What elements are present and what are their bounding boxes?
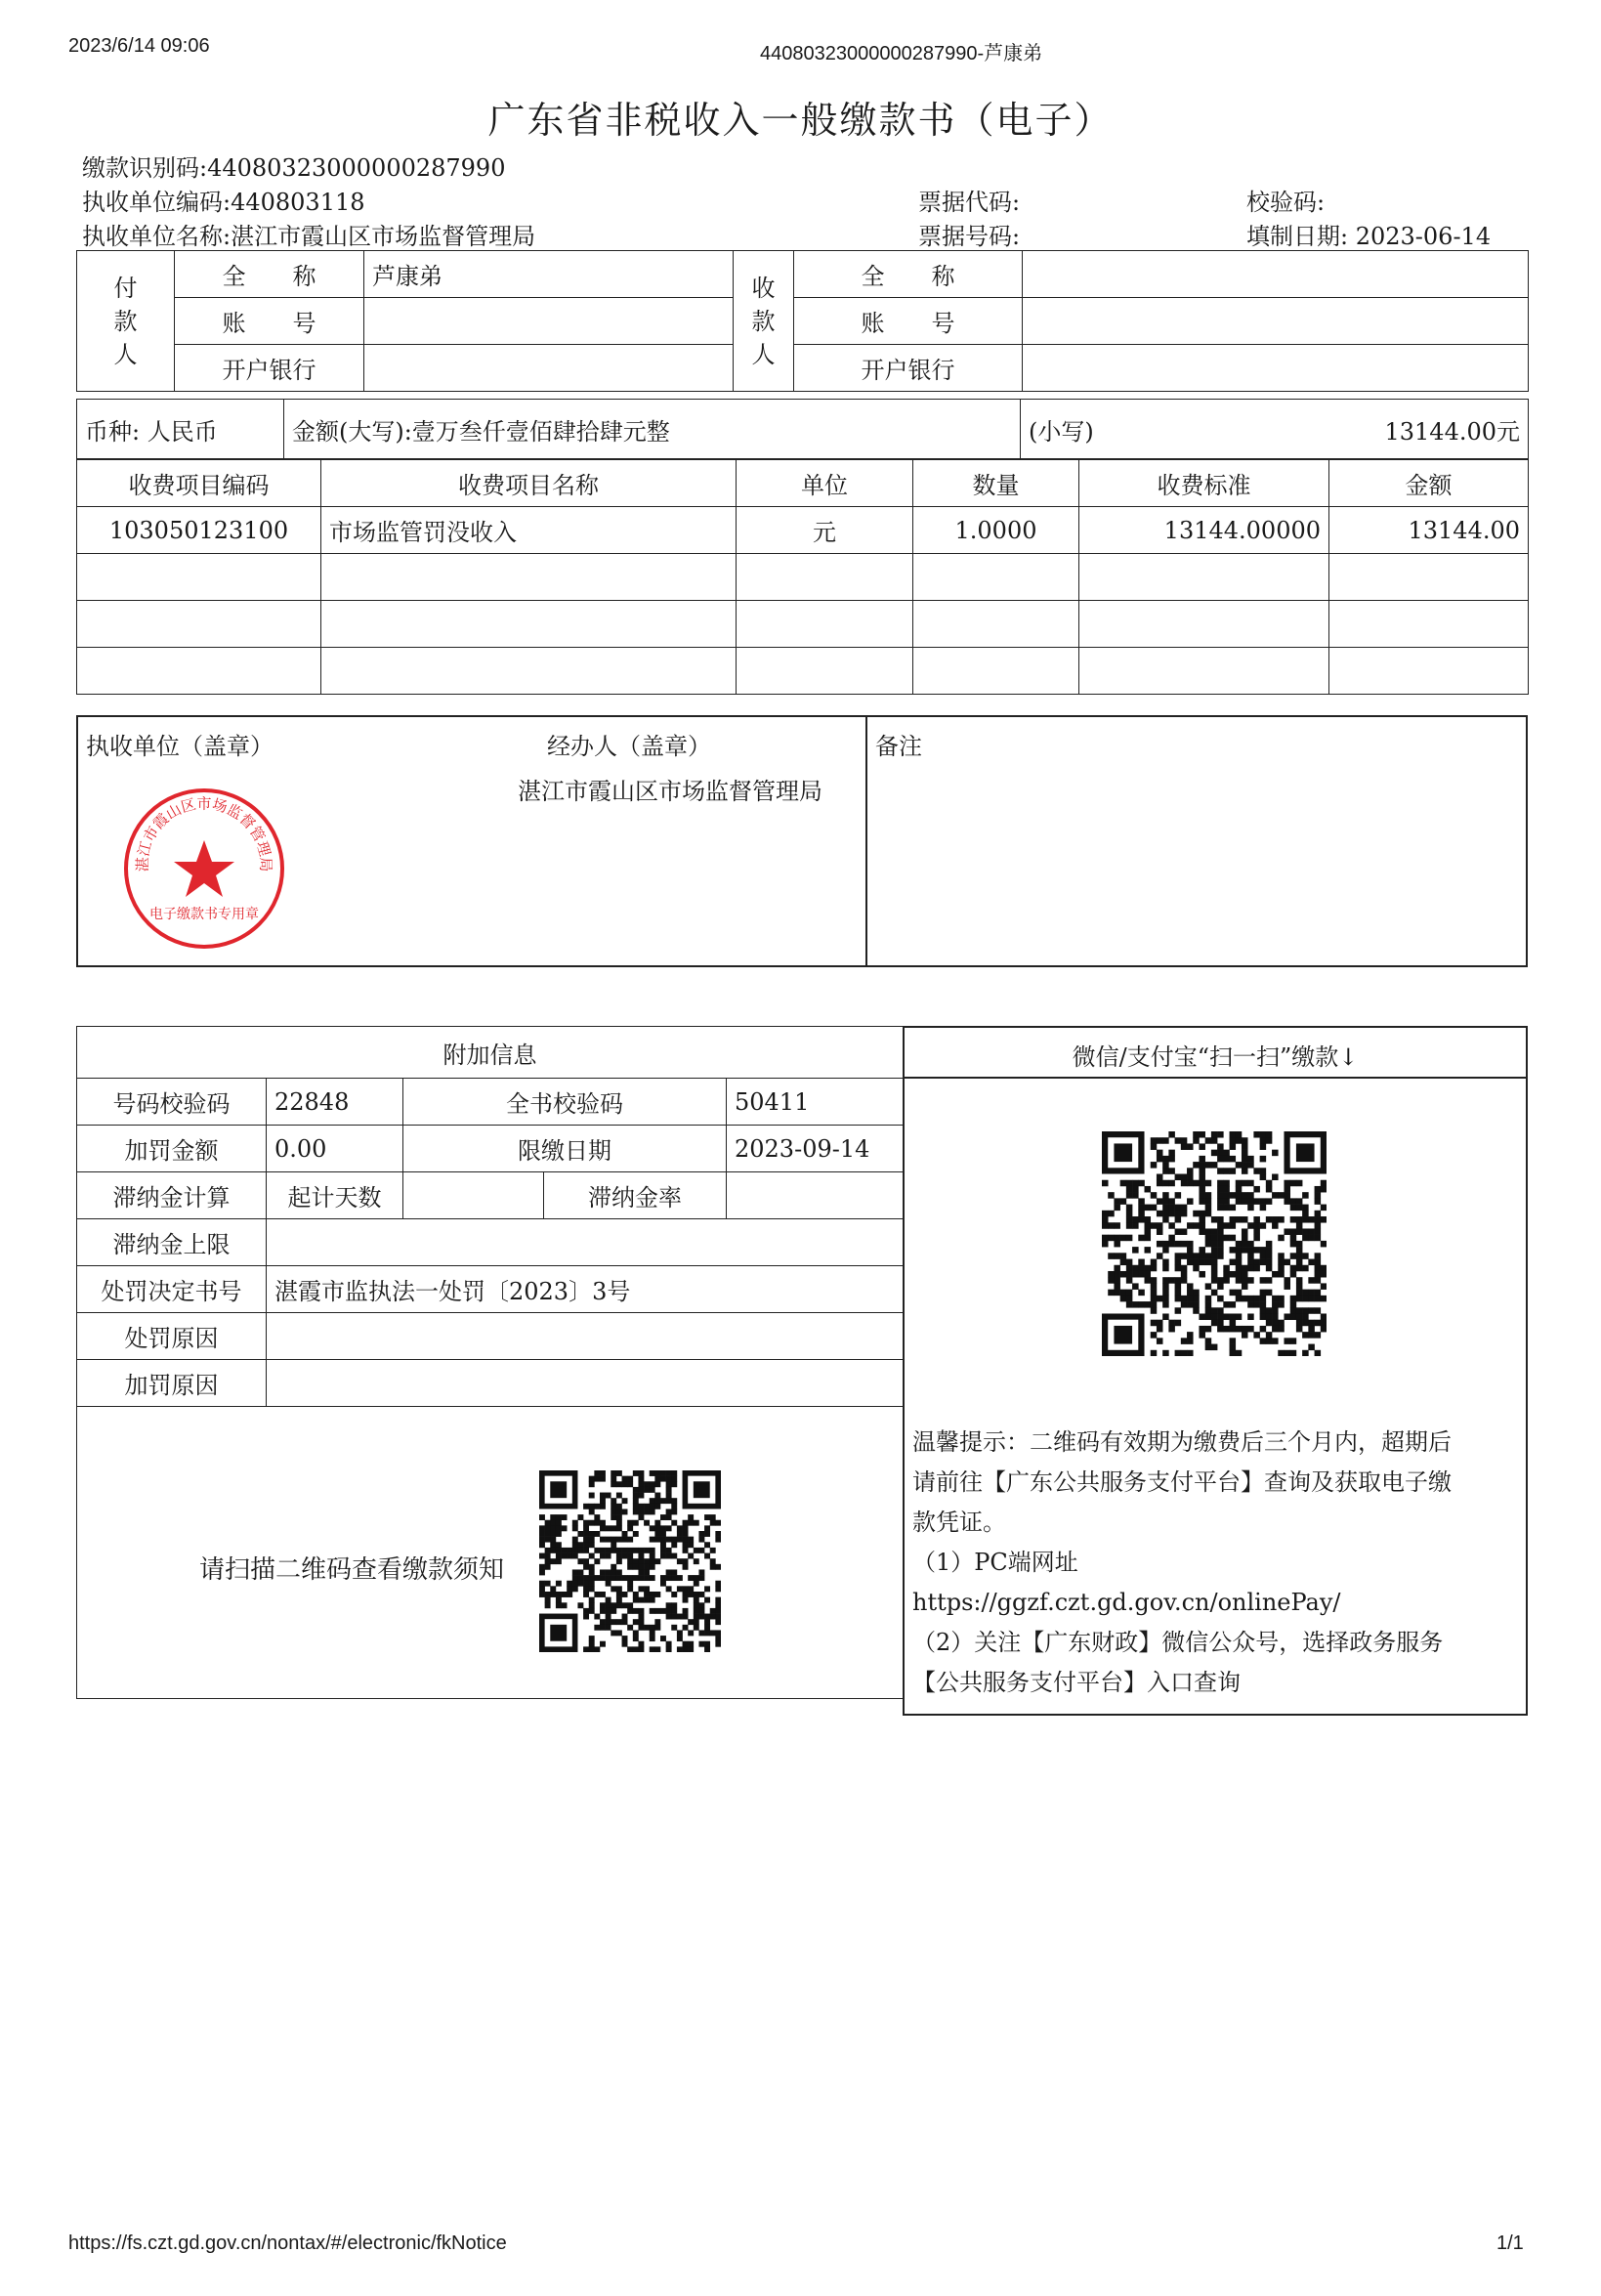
amount-lower-value: 13144.00元	[1138, 400, 1529, 459]
extra-info-table	[76, 1026, 904, 1699]
official-stamp	[121, 786, 287, 952]
code-check-value: 22848	[267, 1079, 403, 1126]
reason-label: 处罚原因	[77, 1313, 267, 1360]
start-days-label: 起计天数	[267, 1172, 403, 1219]
footer-page: 1/1	[1496, 2232, 1524, 2254]
payer-name-label: 全 称	[175, 251, 364, 298]
extra-info-title: 附加信息	[77, 1027, 904, 1079]
decision-value: 湛霞市监执法一处罚〔2023〕3号	[267, 1266, 904, 1313]
item-std: 13144.00000	[1079, 507, 1329, 554]
items-table	[76, 459, 1529, 695]
late-rate-value	[727, 1172, 904, 1219]
payee-account-label: 账 号	[794, 298, 1023, 345]
tip-line-3: 款凭证。	[912, 1509, 1006, 1536]
payee-bank-label: 开户银行	[794, 345, 1023, 392]
late-rate-label: 滞纳金率	[544, 1172, 727, 1219]
check-code: 校验码:	[1246, 189, 1326, 216]
item-qty: 1.0000	[913, 507, 1079, 554]
tip-line-2: 请前往【广东公共服务支付平台】查询及获取电子缴	[912, 1468, 1452, 1496]
payee-name-value	[1023, 251, 1529, 298]
surcharge-value: 0.00	[267, 1126, 403, 1172]
signature-divider	[865, 715, 867, 967]
print-datetime: 2023/6/14 09:06	[68, 35, 210, 57]
qr-pay-graphic	[1102, 1131, 1327, 1356]
table-row	[77, 507, 1529, 554]
surcharge-reason-label: 加罚原因	[77, 1360, 267, 1407]
payer-account-value	[364, 298, 734, 345]
table-row-empty	[77, 601, 1529, 648]
payer-bank-value	[364, 345, 734, 392]
col-header-code: 收费项目编码	[77, 460, 321, 507]
payer-bank-label: 开户银行	[175, 345, 364, 392]
col-header-std: 收费标准	[1079, 460, 1329, 507]
print-doc-id: 44080323000000287990-芦康弟	[760, 43, 1043, 64]
book-check-value: 50411	[727, 1079, 904, 1126]
unit-name: 执收单位名称:湛江市霞山区市场监督管理局	[82, 223, 536, 250]
amount-lower-label: (小写)	[1021, 400, 1138, 459]
table-row-empty	[77, 554, 1529, 601]
bill-number: 票据号码:	[918, 223, 1021, 250]
reason-value	[267, 1313, 904, 1360]
handler-value: 湛江市霞山区市场监督管理局	[518, 778, 822, 805]
handler-label: 经办人（盖章）	[547, 733, 711, 760]
pay-block-divider	[903, 1077, 1528, 1079]
remark-label: 备注	[875, 733, 922, 760]
item-code: 103050123100	[77, 507, 321, 554]
scan-notice-text: 请扫描二维码查看缴款须知	[199, 1555, 505, 1585]
unit-code: 执收单位编码:440803118	[82, 189, 365, 216]
tip-line-1: 温馨提示：二维码有效期为缴费后三个月内，超期后	[912, 1428, 1452, 1456]
footer-url[interactable]: https://fs.czt.gd.gov.cn/nontax/#/electronic/fkNotice	[68, 2232, 507, 2254]
tip-line-7: 【公共服务支付平台】入口查询	[912, 1669, 1241, 1696]
stamp-star-icon	[174, 840, 234, 897]
deadline-value: 2023-09-14	[727, 1126, 904, 1172]
payer-label: 付 款 人	[77, 251, 175, 392]
payee-account-value	[1023, 298, 1529, 345]
tip-line-6: （2）关注【广东财政】微信公众号，选择政务服务	[912, 1629, 1444, 1656]
start-days-value	[403, 1172, 544, 1219]
amount-upper: 金额(大写):壹万叁仟壹佰肆拾肆元整	[284, 400, 1021, 459]
notice-qr-code[interactable]	[539, 1470, 721, 1652]
currency: 币种: 人民币	[77, 400, 284, 459]
pay-qr-code[interactable]	[1102, 1131, 1327, 1356]
payment-id: 缴款识别码:44080323000000287990	[82, 154, 506, 182]
pay-title: 微信/支付宝“扫一扫”缴款↓	[1072, 1043, 1359, 1071]
stamp-bottom-text: 电子缴款书专用章	[149, 907, 259, 922]
payee-bank-value	[1023, 345, 1529, 392]
col-header-amount: 金额	[1329, 460, 1529, 507]
party-table	[76, 250, 1529, 392]
item-amount: 13144.00	[1329, 507, 1529, 554]
book-check-label: 全书校验码	[403, 1079, 727, 1126]
fill-date: 填制日期: 2023-06-14	[1246, 223, 1492, 250]
amount-table	[76, 399, 1529, 459]
signature-block	[76, 715, 1528, 967]
col-header-name: 收费项目名称	[321, 460, 737, 507]
decision-label: 处罚决定书号	[77, 1266, 267, 1313]
payee-label: 收 款 人	[734, 251, 794, 392]
col-header-unit: 单位	[737, 460, 913, 507]
item-name: 市场监管罚没收入	[321, 507, 737, 554]
late-limit-label: 滞纳金上限	[77, 1219, 267, 1266]
bill-code: 票据代码:	[918, 189, 1021, 216]
qr-notice-graphic	[539, 1470, 721, 1652]
code-check-label: 号码校验码	[77, 1079, 267, 1126]
item-unit: 元	[737, 507, 913, 554]
unit-seal-label: 执收单位（盖章）	[86, 733, 274, 760]
page-title: 广东省非税收入一般缴款书（电子）	[487, 99, 1114, 142]
payer-name-value: 芦康弟	[364, 251, 734, 298]
stamp-arc-text: 湛江市霞山区市场监督管理局	[133, 794, 275, 872]
deadline-label: 限缴日期	[403, 1126, 727, 1172]
tip-line-4: （1）PC端网址	[912, 1549, 1078, 1576]
payer-account-label: 账 号	[175, 298, 364, 345]
col-header-qty: 数量	[913, 460, 1079, 507]
late-limit-value	[267, 1219, 904, 1266]
payee-name-label: 全 称	[794, 251, 1023, 298]
late-calc-label: 滞纳金计算	[77, 1172, 267, 1219]
surcharge-label: 加罚金额	[77, 1126, 267, 1172]
surcharge-reason-value	[267, 1360, 904, 1407]
tip-url[interactable]: https://ggzf.czt.gd.gov.cn/onlinePay/	[912, 1589, 1341, 1616]
table-row-empty	[77, 648, 1529, 695]
items-header-row	[77, 460, 1529, 507]
